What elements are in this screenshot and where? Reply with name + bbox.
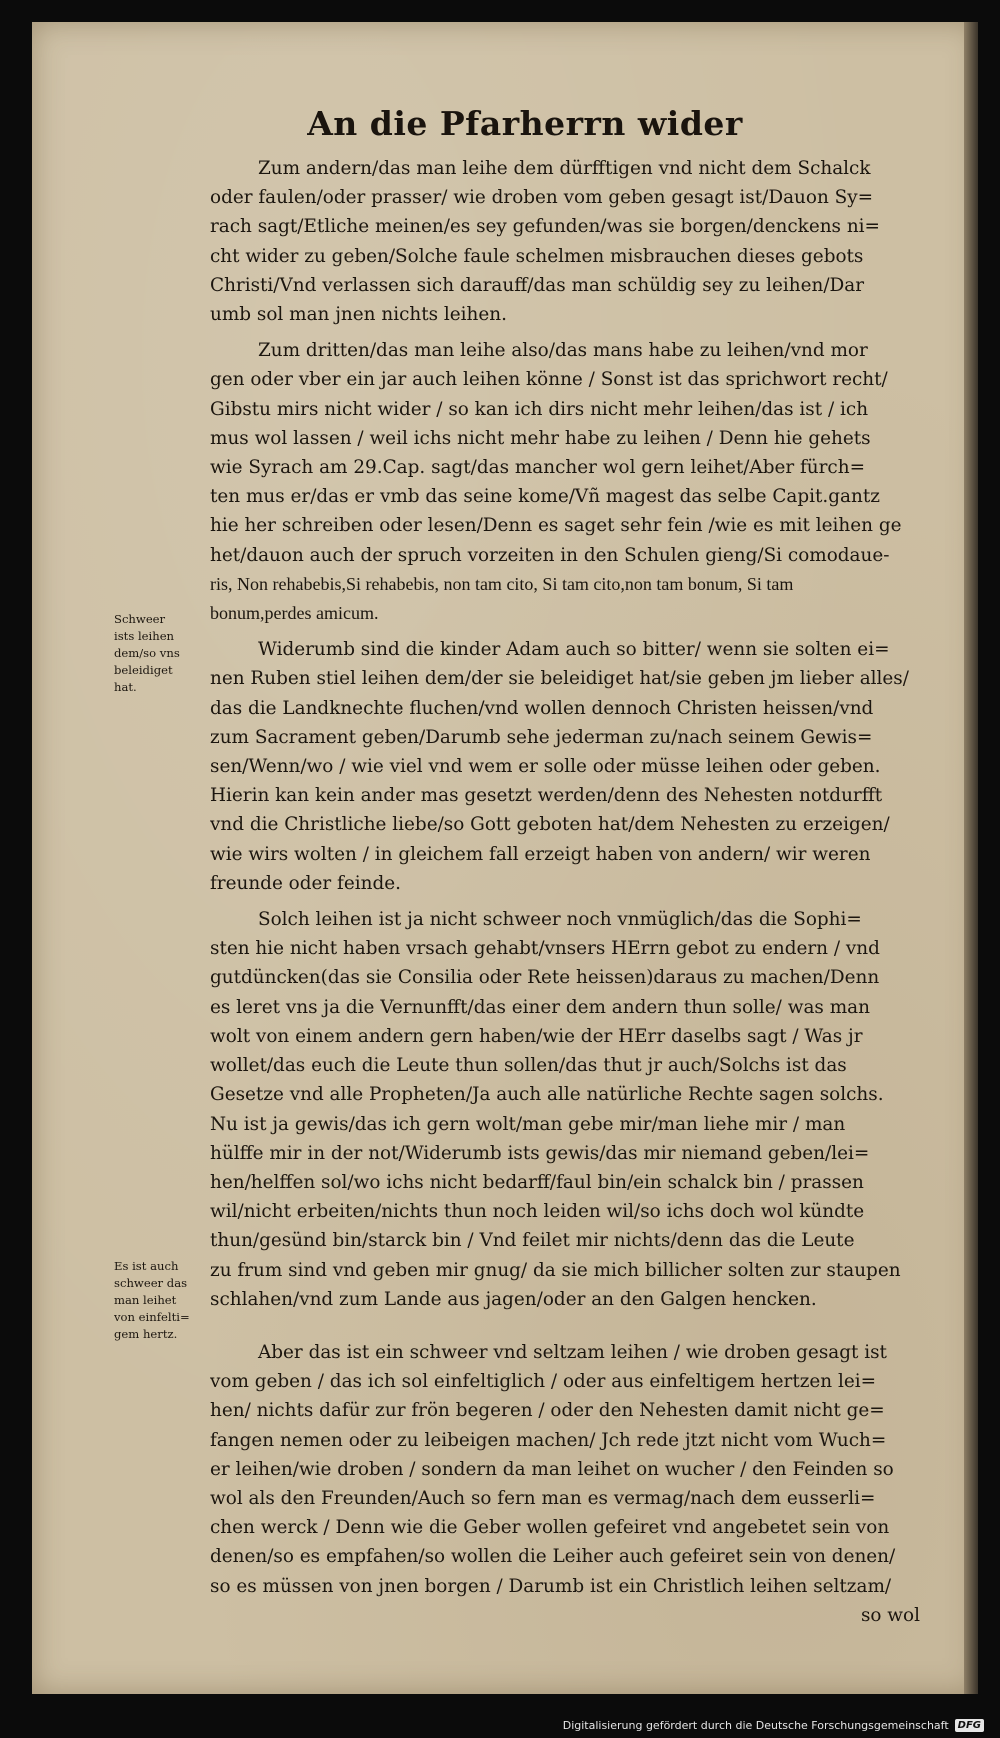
text-line: gen oder vber ein jar auch leihen könne / Sonst ist das sprichwort recht/ [210,369,888,391]
text-line: Nu ist ja gewis/das ich gern wolt/man gebe mir/man liehe mir / man [210,1113,846,1135]
margin-note-line: gem hertz. [114,1327,178,1341]
text-line: freunde oder feinde. [210,872,401,894]
text-line: so es müssen von jnen borgen / Darumb ist ein Christlich leihen seltzam/ [210,1575,892,1597]
text-line: zu frum sind vnd geben mir gnug/ da sie mich billicher solten zur staupen [210,1259,901,1281]
text-line: vom geben / das ich sol einfeltiglich / oder aus einfeltigem hertzen lei= [210,1371,877,1393]
text-line: ris, Non rehabebis,Si rehabebis, non tam cito, Si tam cito,non tam bonum, Si tam [210,573,794,594]
text-line: mus wol lassen / weil ichs nicht mehr habe zu leihen / Denn hie gehets [210,427,871,449]
paragraph-4 [210,905,920,1314]
text-line: hülffe mir in der not/Widerumb ists gewis/das mir niemand geben/lei= [210,1142,870,1164]
footer-text: Digitalisierung gefördert durch die Deutsche Forschungsgemeinschaft [562,1719,949,1732]
paragraph-gap [210,1314,920,1338]
margin-note-line: Es ist auch [114,1259,179,1273]
text-line: wie wirs wolten / in gleichem fall erzeigt haben von andern/ wir weren [210,843,871,865]
text-line: fangen nemen oder zu leibeigen machen/ Jch rede jtzt nicht vom Wuch= [210,1429,887,1451]
text-line: wie Syrach am 29.Cap. sagt/das mancher wol gern leihet/Aber fürch= [210,457,865,479]
text-line: bonum,perdes amicum. [210,603,379,624]
paragraph-2 [210,336,920,628]
dfg-logo-icon: DFG [955,1719,984,1732]
margin-note-line: dem/so vns [114,646,180,660]
catchword: so wol [860,1604,920,1626]
text-line: vnd die Christliche liebe/so Gott geboten hat/dem Nehesten zu erzeigen/ [210,814,890,836]
text-line: chen werck / Denn wie die Geber wollen gefeiret vnd angebetet sein von [210,1517,890,1539]
margin-note-line: man leihet [114,1293,177,1307]
text-line: er leihen/wie droben / sondern da man leihet on wucher / den Feinden so [210,1458,894,1480]
margin-note-2 [114,1258,210,1343]
text-line: Christi/Vnd verlassen sich darauff/das man schüldig sey zu leihen/Dar [210,274,865,296]
paragraph-gap [210,628,920,635]
digitization-footer [563,1719,984,1732]
text-line: hen/ nichts dafür zur frön begeren / oder den Nehesten damit nicht ge= [210,1400,885,1422]
text-line: umb sol man jnen nichts leihen. [210,304,507,326]
running-head: An die Pfarherrn wider [307,104,743,143]
text-line: oder faulen/oder prasser/ wie droben vom geben gesagt ist/Dauon Sy= [210,187,874,209]
margin-note-line: beleidiget [114,663,173,677]
text-line: nen Ruben stiel leihen dem/der sie beleidiget hat/sie geben jm lieber alles/ [210,668,909,690]
text-line: thun/gesünd bin/starck bin / Vnd feilet mir nichts/denn das die Leute [210,1230,855,1252]
margin-note-line: von einfelti= [114,1310,190,1324]
text-line: wolt von einem andern gern haben/wie der HErr daselbs sagt / Was jr [210,1025,863,1047]
text-line: Hierin kan kein ander mas gesetzt werden/denn des Nehesten notdurfft [210,785,883,807]
text-line: hen/helffen sol/wo ichs nicht bedarff/faul bin/ein schalck bin / prassen [210,1171,864,1193]
text-line: zum Sacrament geben/Darumb sehe jederman zu/nach seinem Gewis= [210,726,873,748]
margin-note-1 [114,611,210,696]
text-line: wol als den Freunden/Auch so fern man es vermag/nach dem eusserli= [210,1487,876,1509]
page-binding-edge [964,22,978,1694]
text-line: Gibstu mirs nicht wider / so kan ich dirs nicht mehr leihen/das ist / ich [210,398,869,420]
margin-note-line: ists leihen [114,629,175,643]
margin-note-line: schweer das [114,1276,188,1290]
paragraph-gap [210,329,920,336]
text-line: sten hie nicht haben vrsach gehabt/vnsers HErrn gebot zu endern / vnd [210,938,880,960]
text-line: wil/nicht erbeiten/nichts thun noch leiden wil/so ichs doch wol kündte [210,1201,865,1223]
paragraph-gap [210,898,920,905]
text-line: Zum dritten/das man leihe also/das mans habe zu leihen/vnd mor [258,340,868,362]
paragraph-1 [210,154,920,329]
text-line: denen/so es empfahen/so wollen die Leiher auch gefeiret sein von denen/ [210,1546,896,1568]
text-line: Solch leihen ist ja nicht schweer noch vnmüglich/das die Sophi= [258,909,862,931]
margin-note-line: Schweer [114,612,166,626]
text-line: Aber das ist ein schweer vnd seltzam leihen / wie droben gesagt ist [258,1341,887,1363]
text-line: het/dauon auch der spruch vorzeiten in den Schulen gieng/Si comodaue- [210,544,890,566]
text-line: gutdüncken(das sie Consilia oder Rete heissen)daraus zu machen/Denn [210,967,880,989]
margin-note-line: hat. [114,680,137,694]
text-line: sen/Wenn/wo / wie viel vnd wem er solle oder müsse leihen oder geben. [210,756,881,778]
text-line: das die Landknechte fluchen/vnd wollen dennoch Christen heissen/vnd [210,697,874,719]
paragraph-5 [210,1338,920,1630]
text-line: Widerumb sind die kinder Adam auch so bitter/ wenn sie solten ei= [258,639,890,661]
text-line: Gesetze vnd alle Propheten/Ja auch alle natürliche Rechte sagen solchs. [210,1084,884,1106]
book-page [32,22,978,1694]
text-line: cht wider zu geben/Solche faule schelmen misbrauchen dieses gebots [210,245,864,267]
body-text [210,154,920,1630]
text-line: ten mus er/das er vmb das seine kome/Vñ magest das selbe Capit.gantz [210,486,880,508]
text-line: rach sagt/Etliche meinen/es sey gefunden/was sie borgen/denckens ni= [210,216,880,238]
text-line: es leret vns ja die Vernunfft/das einer dem andern thun solle/ was man [210,996,870,1018]
text-line: wollet/das euch die Leute thun sollen/das thut jr auch/Solchs ist das [210,1055,847,1077]
text-line: Zum andern/das man leihe dem dürfftigen vnd nicht dem Schalck [258,158,871,179]
text-line: hie her schreiben oder lesen/Denn es saget sehr fein /wie es mit leihen ge [210,515,902,537]
paragraph-3 [210,635,920,898]
text-line: schlahen/vnd zum Lande aus jagen/oder an den Galgen hencken. [210,1288,817,1310]
